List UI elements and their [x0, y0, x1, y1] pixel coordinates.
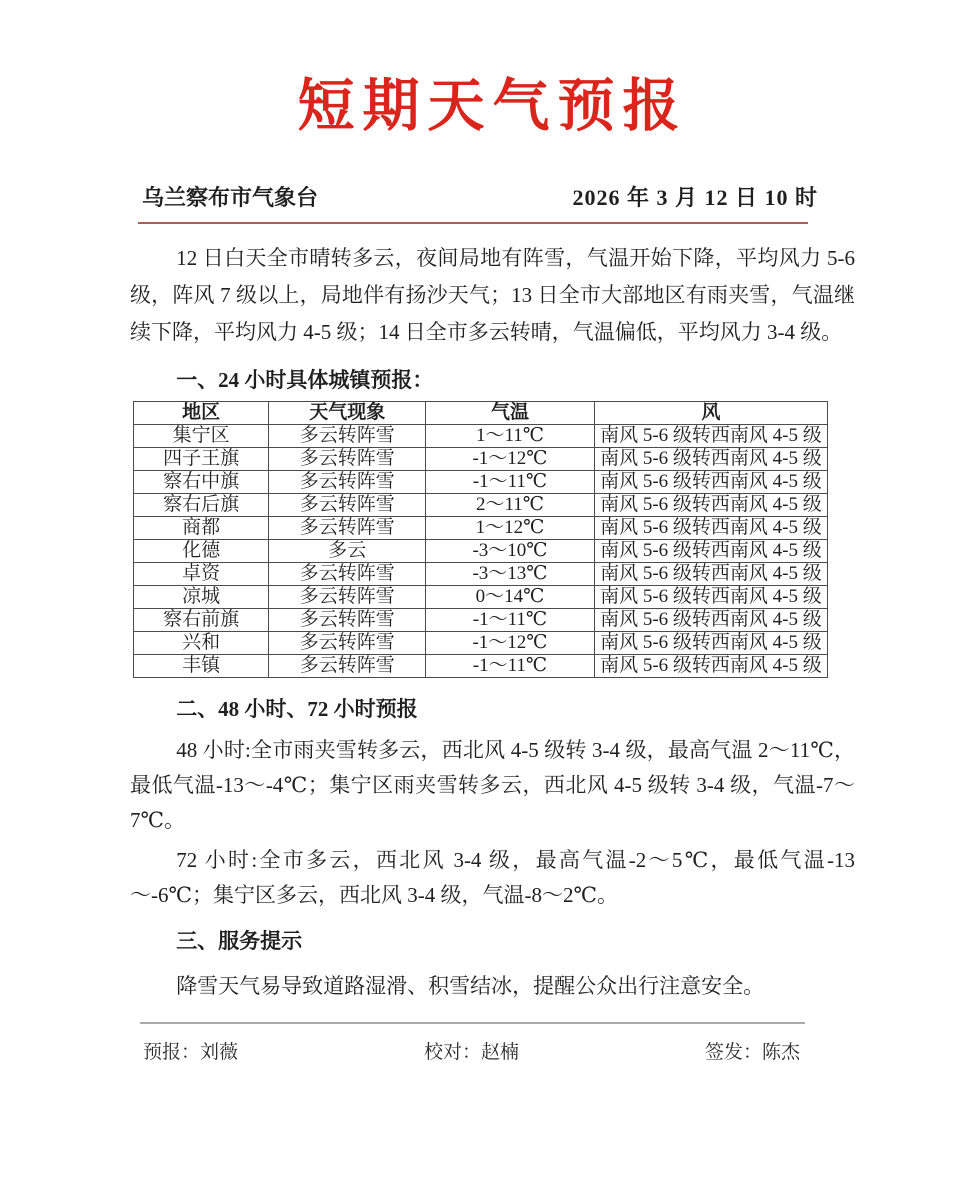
forecaster-label: 预报：刘薇	[143, 1042, 239, 1063]
table-cell: 多云转阵雪	[269, 448, 426, 471]
proofreader-label: 校对：赵楠	[423, 1042, 519, 1063]
table-cell: 卓资	[134, 563, 269, 586]
table-cell: -3～10℃	[426, 540, 595, 563]
service-note-paragraph: 降雪天气易导致道路湿滑、积雪结冰，提醒公众出行注意安全。	[176, 974, 765, 998]
table-cell: 南风 5-6 级转西南风 4-5 级	[594, 425, 827, 448]
table-cell: 南风 5-6 级转西南风 4-5 级	[594, 655, 827, 678]
table-cell: 四子王旗	[134, 448, 269, 471]
table-cell: 察右前旗	[134, 609, 269, 632]
column-header: 地区	[134, 402, 269, 425]
table-cell: 商都	[134, 517, 269, 540]
issuer-name: 乌兰察布市气象台	[142, 185, 319, 210]
table-cell: 南风 5-6 级转西南风 4-5 级	[594, 540, 827, 563]
issue-datetime: 2026 年 3 月 12 日 10 时	[572, 185, 818, 210]
table-cell: 化德	[134, 540, 269, 563]
table-cell: 察右后旗	[134, 494, 269, 517]
table-cell: 南风 5-6 级转西南风 4-5 级	[594, 517, 827, 540]
table-cell: 多云	[269, 540, 426, 563]
signer-label: 签发：陈杰	[704, 1042, 800, 1063]
forecast-table-body	[134, 425, 828, 678]
table-cell: 南风 5-6 级转西南风 4-5 级	[594, 448, 827, 471]
footer	[130, 1040, 855, 1066]
table-cell: 察右中旗	[134, 471, 269, 494]
table-row	[134, 632, 828, 655]
table-cell: -1～12℃	[426, 632, 595, 655]
table-cell: -3～13℃	[426, 563, 595, 586]
table-cell: 1～11℃	[426, 425, 595, 448]
table-cell: 1～12℃	[426, 517, 595, 540]
table-cell: 多云转阵雪	[269, 425, 426, 448]
table-cell: 南风 5-6 级转西南风 4-5 级	[594, 609, 827, 632]
footer-rule	[140, 1022, 805, 1024]
table-cell: 南风 5-6 级转西南风 4-5 级	[594, 632, 827, 655]
table-cell: 南风 5-6 级转西南风 4-5 级	[594, 471, 827, 494]
column-header: 天气现象	[269, 402, 426, 425]
table-row	[134, 517, 828, 540]
table-row	[134, 425, 828, 448]
document-page	[0, 74, 960, 1186]
table-cell: 多云转阵雪	[269, 655, 426, 678]
table-cell: 多云转阵雪	[269, 494, 426, 517]
section-1-heading: 一、24 小时具体城镇预报：	[176, 368, 434, 392]
document-title: 短期天气预报	[297, 75, 688, 138]
table-cell: -1～11℃	[426, 471, 595, 494]
table-cell: 兴和	[134, 632, 269, 655]
table-cell: 多云转阵雪	[269, 632, 426, 655]
section-2-heading: 二、48 小时、72 小时预报	[176, 697, 418, 721]
table-cell: 凉城	[134, 586, 269, 609]
table-row	[134, 563, 828, 586]
table-row	[134, 540, 828, 563]
column-header: 风	[594, 402, 827, 425]
table-cell: 集宁区	[134, 425, 269, 448]
table-cell: -1～11℃	[426, 609, 595, 632]
table-row	[134, 655, 828, 678]
table-cell: 多云转阵雪	[269, 563, 426, 586]
table-cell: 丰镇	[134, 655, 269, 678]
column-header: 气温	[426, 402, 595, 425]
section-3-heading: 三、服务提示	[176, 929, 303, 953]
table-cell: 南风 5-6 级转西南风 4-5 级	[594, 586, 827, 609]
table-cell: 南风 5-6 级转西南风 4-5 级	[594, 494, 827, 517]
table-cell: 2～11℃	[426, 494, 595, 517]
table-cell: -1～12℃	[426, 448, 595, 471]
forecast-48h-paragraph: 48 小时:全市雨夹雪转多云，西北风 4-5 级转 3-4 级，最高气温 2～11℃，最低气温-13～-4℃；集宁区雨夹雪转多云，西北风 4-5 级转 3-4 级，气温-7～7℃。	[130, 738, 855, 832]
table-row	[134, 586, 828, 609]
table-header-row	[134, 402, 828, 425]
table-cell: -1～11℃	[426, 655, 595, 678]
document-meta-row	[130, 184, 855, 212]
intro-paragraph: 12 日白天全市晴转多云，夜间局地有阵雪，气温开始下降，平均风力 5-6 级，阵风 7 级以上，局地伴有扬沙天气；13 日全市大部地区有雨夹雪，气温继续下降，平均风力 4-5 级；14 日全市多云转晴，气温偏低，平均风力 3-4 级。	[130, 246, 855, 344]
table-row	[134, 471, 828, 494]
table-cell: 多云转阵雪	[269, 586, 426, 609]
table-cell: 南风 5-6 级转西南风 4-5 级	[594, 563, 827, 586]
table-cell: 0～14℃	[426, 586, 595, 609]
table-cell: 多云转阵雪	[269, 471, 426, 494]
forecast-72h-paragraph: 72 小时:全市多云，西北风 3-4 级，最高气温-2～5℃，最低气温-13～-6℃；集宁区多云，西北风 3-4 级，气温-8～2℃。	[130, 848, 855, 907]
table-row	[134, 448, 828, 471]
table-row	[134, 609, 828, 632]
forecast-table	[133, 401, 828, 678]
table-cell: 多云转阵雪	[269, 517, 426, 540]
header-rule	[138, 222, 808, 224]
table-cell: 多云转阵雪	[269, 609, 426, 632]
table-row	[134, 494, 828, 517]
